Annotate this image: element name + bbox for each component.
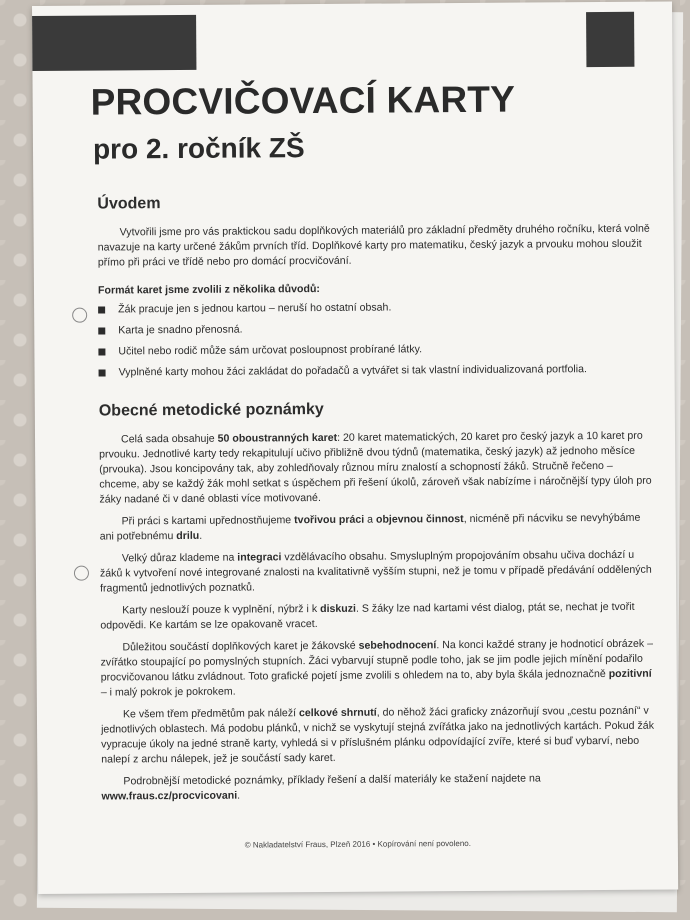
notes-paragraph-4: Karty neslouží pouze k vyplnění, nýbrž i k diskuzi. S žáky lze nad kartami vést dialog, ptát se, nechat je tvořit odpovědi. Ke kartám se lze opakovaně vracet. [100, 600, 635, 632]
header-bar-right [586, 12, 634, 67]
document-body [97, 192, 657, 812]
notes-paragraph-6: Ke všem třem předmětům pak náleží celkové shrnutí, do něhož žáci graficky znázorňují svou „cestu poznání“ v jednotlivých oblastech. Má podobu plánků, v nichž se vyskytují stejná zvířátka jako na jednotlivých kartách. Pokud žák vypracuje úkoly na jedné straně karty, vyhledá si v příslušném plánku odpovídající zvíře, které si buď vybarví, nebo nalepí z archu nálepek, jež je součástí sady karet. [101, 704, 655, 766]
reasons-list [98, 299, 655, 381]
bullet-square-icon [98, 348, 105, 355]
punch-hole-bottom [74, 566, 89, 581]
notes-paragraph-1: Celá sada obsahuje 50 oboustranných karet: 20 karet matematických, 20 karet pro český jazyk a 10 karet pro prvouku. Jednotlivé karty tedy rekapitulují učivo přibližně dvou týdnů (matematika, český jazyk) až jednoho měsíce (prvouka). Jsou koncipovány tak, aby zohledňovaly různou míru znalostí a schopností žáků. Stručně řečeno – chceme, aby se každý žák mohl setkat s úspěchem při řešení úkolů, zároveň však nabízíme i náročnější typy úloh pro žáky nadané či v dané oblasti více motivované. [99, 429, 652, 506]
list-lead: Formát karet jsme zvolili z několika důvodů: [97, 282, 320, 297]
header-bar-left [32, 15, 196, 71]
notes-paragraph-2: Při práci s kartami upřednostňujeme tvořivou práci a objevnou činnost, nicméně při nácviku se nevyhýbáme ani potřebnému drilu. [99, 511, 641, 543]
page-title: PROCVIČOVACÍ KARTY [90, 78, 516, 123]
notes-heading: Obecné metodické poznámky [98, 400, 324, 420]
page-subtitle: pro 2. ročník ZŠ [92, 132, 305, 165]
punch-hole-top [72, 308, 87, 323]
notes-paragraph-3: Velký důraz klademe na integraci vzdělávacího obsahu. Smysluplným propojováním obsahu učiva dochází u žáků k vytvoření nové integrované znalosti na kvalitativně vyšším stupni, než je tomu v případě předávání oddělených fragmentů jednotlivých poznatků. [99, 548, 652, 595]
bullet-square-icon [98, 306, 105, 313]
website-link[interactable]: www.fraus.cz/procvicovani [101, 789, 238, 803]
list-item: Vyplněné karty mohou žáci zakládat do pořadačů a vytvářet si tak vlastní individualizovaná portfolia. [99, 362, 655, 381]
copyright-footer: © Nakladatelství Fraus, Plzeň 2016 • Kopírování není povoleno. [244, 838, 471, 850]
document-page [32, 2, 678, 894]
bullet-square-icon [99, 369, 106, 376]
list-item: Žák pracuje jen s jednou kartou – neruší ho ostatní obsah. [98, 299, 654, 318]
intro-heading: Úvodem [97, 195, 161, 213]
list-item: Karta je snadno přenosná. [98, 320, 654, 339]
notes-paragraph-5: Důležitou součástí doplňkových karet je žákovské sebehodnocení. Na konci každé strany je hodnoticí obrázek – zvířátko stoupající po pomyslných stupních. Žáci vybarvují stupně podle toho, jak se jim podle jejich mínění podařilo procvičovanou látku zvládnout. Toto grafické pojetí jsme zvolili s ohledem na to, aby byla škála jednoznačně pozitivní – i malý pokrok je pokrokem. [100, 637, 654, 699]
bullet-square-icon [98, 327, 105, 334]
list-item: Učitel nebo rodič může sám určovat posloupnost probírané látky. [98, 341, 654, 360]
intro-paragraph: Vytvořili jsme pro vás praktickou sadu doplňkových materiálů pro základní předměty druhého ročníku, která volně navazuje na karty určené žákům prvních tříd. Doplňkové karty pro matematiku, český jazyk a prvouku mohou sloužit přímo při práci ve třídě nebo pro domácí procvičování. [97, 222, 650, 269]
notes-paragraph-7: Podrobnější metodické poznámky, příklady řešení a další materiály ke stažení najdete na www.fraus.cz/procvicovani. [101, 772, 541, 803]
